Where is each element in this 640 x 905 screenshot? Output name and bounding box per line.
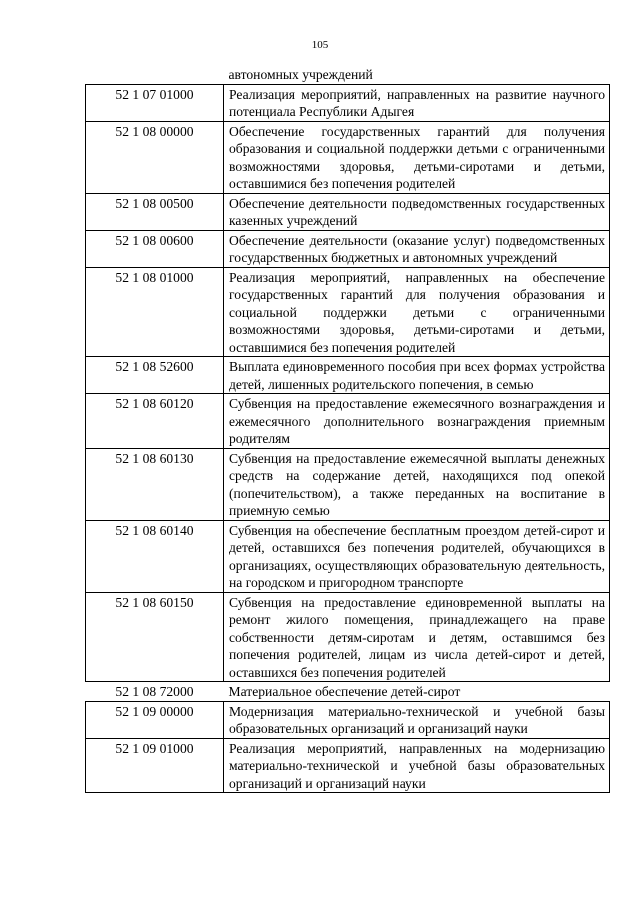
table-row [86,448,610,520]
table-row [86,230,610,267]
row-description: Обеспечение деятельности подведомственных государственных казенных учреждений [224,193,610,230]
row-code: 52 1 08 60140 [86,520,224,592]
row-code: 52 1 08 00000 [86,121,224,193]
row-code: 52 1 08 60130 [86,448,224,520]
row-description: Обеспечение деятельности (оказание услуг) подведомственных государственных бюджетных и автономных учреждений [224,230,610,267]
table-row [86,738,610,793]
table-row [86,701,610,738]
row-description: Материальное обеспечение детей-сирот [228,684,461,699]
row-description: автономных учреждений [228,67,373,82]
table-row [86,592,610,682]
table-row [86,121,610,193]
row-description: Модернизация материально-технической и учебной базы образовательных организаций и организаций науки [224,701,610,738]
row-code: 52 1 08 01000 [86,267,224,357]
table-row [86,357,610,394]
page-number: 105 [311,39,329,51]
table-body [86,66,610,793]
table-row [86,84,610,121]
row-code: 52 1 08 72000 [115,684,194,699]
row-code [86,66,224,84]
table-row [86,682,610,702]
row-description: Реализация мероприятий, направленных на развитие научного потенциала Республики Адыгея [224,84,610,121]
table-row [86,193,610,230]
row-code: 52 1 08 00500 [86,193,224,230]
row-description: Субвенция на предоставление ежемесячной выплаты денежных средств на содержание детей, находящихся под опекой (попечительством), а также переданных на воспитание в приемную семью [224,448,610,520]
table-row [86,267,610,357]
row-code: 52 1 09 01000 [86,738,224,793]
table-row [86,394,610,449]
table-row [86,66,610,84]
row-code: 52 1 08 60120 [86,394,224,449]
row-code: 52 1 09 00000 [86,701,224,738]
row-code: 52 1 08 60150 [86,592,224,682]
code-table [85,66,610,793]
row-description: Реализация мероприятий, направленных на модернизацию материально-технической и учебной базы образовательных организаций и организаций науки [224,738,610,793]
row-code: 52 1 07 01000 [86,84,224,121]
table-row [86,520,610,592]
row-description: Субвенция на обеспечение бесплатным проездом детей-сирот и детей, оставшихся без попечения родителей, обучающихся в организациях, осуществляющих образовательную деятельность, на городском и пригородном транспорте [224,520,610,592]
row-description: Реализация мероприятий, направленных на обеспечение государственных гарантий для получения образования и социальной поддержки детьми с ограниченными возможностями здоровья, детьми-сиротами и детьми, оставшимися без попечения родителей [224,267,610,357]
row-description: Субвенция на предоставление ежемесячного вознаграждения и ежемесячного дополнительного вознаграждения приемным родителям [224,394,610,449]
row-description: Выплата единовременного пособия при всех формах устройства детей, лишенных родительского попечения, в семью [224,357,610,394]
row-code: 52 1 08 52600 [86,357,224,394]
row-code: 52 1 08 00600 [86,230,224,267]
budget-classification-table [85,66,609,793]
row-description: Обеспечение государственных гарантий для получения образования и социальной поддержки детьми с ограниченными возможностями здоровья, детьми-сиротами и детьми, оставшимися без попечения родителей [224,121,610,193]
row-description: Субвенция на предоставление единовременной выплаты на ремонт жилого помещения, принадлежащего на праве собственности детям-сиротам и детям, оставшимся без попечения родителей, лицам из числа детей-сирот и детей, оставшихся без попечения родителей [224,592,610,682]
